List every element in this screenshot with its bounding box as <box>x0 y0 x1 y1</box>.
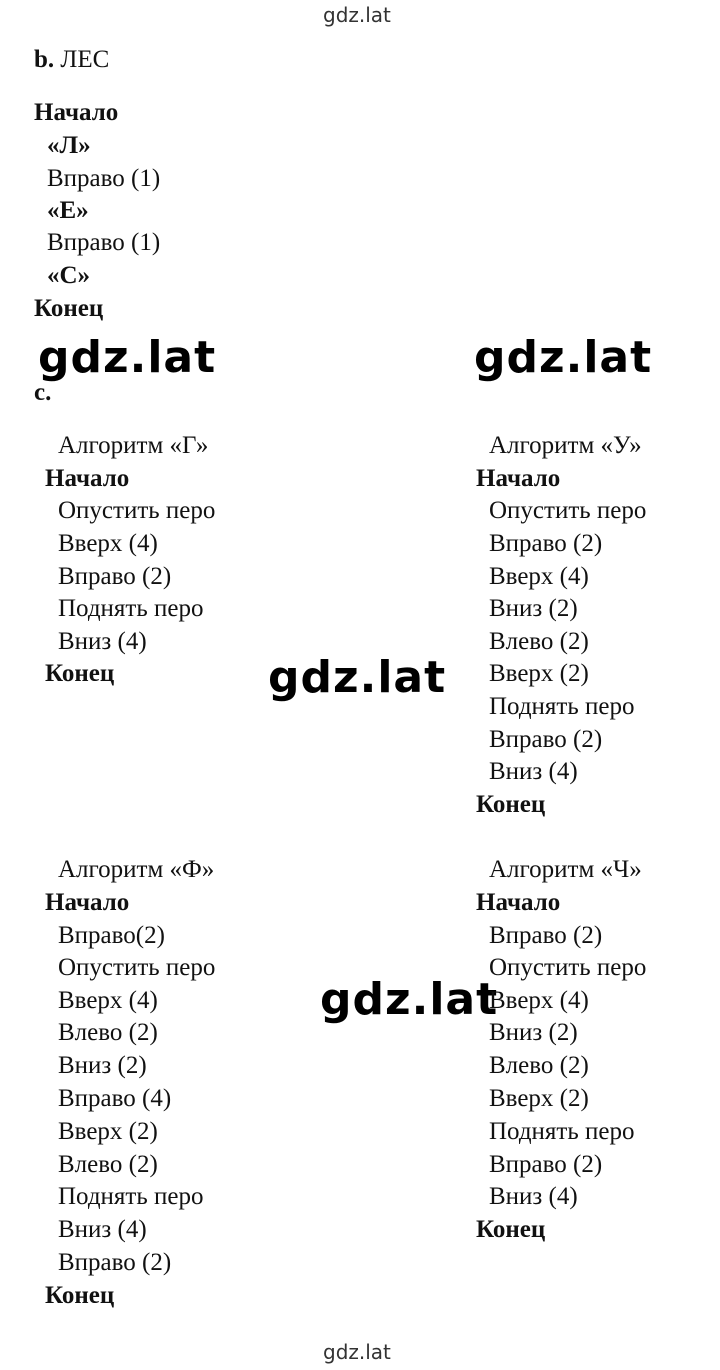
watermark-bottom: gdz.lat <box>323 1340 391 1364</box>
algorithm-step: Вправо (2) <box>58 1249 172 1276</box>
algorithm-step: Вниз (4) <box>58 1216 147 1243</box>
watermark-top: gdz.lat <box>323 3 391 27</box>
algorithm-step: Вниз (2) <box>489 595 578 622</box>
algorithm-step: Вверх (2) <box>489 660 589 687</box>
algorithm-step: Вправо (2) <box>489 530 603 557</box>
algorithm-step: Влево (2) <box>58 1151 158 1178</box>
algorithm-step: Вправо (2) <box>489 1151 603 1178</box>
algorithm-step: Влево (2) <box>489 1052 589 1079</box>
algorithm-title: Алгоритм «Ф» <box>58 856 215 883</box>
algorithm-end: Конец <box>476 1216 546 1243</box>
algorithm-step: Вправо (2) <box>489 922 603 949</box>
algorithm-step: Вниз (4) <box>58 628 147 655</box>
watermark-right: gdz.lat <box>474 332 653 383</box>
algorithm-begin: Начало <box>476 889 561 916</box>
algorithm-step: Поднять перо <box>489 1118 635 1145</box>
algorithm-step: Вправо(2) <box>58 922 165 949</box>
algorithm-title: Алгоритм «У» <box>489 432 642 459</box>
section-b-line: «С» <box>47 262 91 289</box>
algorithm-step: Вправо (4) <box>58 1085 172 1112</box>
algorithm-step: Поднять перо <box>58 1183 204 1210</box>
algorithm-step: Влево (2) <box>58 1019 158 1046</box>
algorithm-step: Опустить перо <box>58 954 216 981</box>
section-b-line: «Е» <box>47 197 89 224</box>
section-b-line: Вправо (1) <box>47 229 161 256</box>
watermark-middle: gdz.lat <box>268 652 447 703</box>
algorithm-step: Вправо (2) <box>58 563 172 590</box>
algorithm-step: Вверх (4) <box>489 563 589 590</box>
algorithm-step: Вниз (4) <box>489 1183 578 1210</box>
watermark-left: gdz.lat <box>38 332 217 383</box>
algorithm-end: Конец <box>45 1282 115 1309</box>
watermark-lower: gdz.lat <box>320 974 499 1025</box>
algorithm-step: Влево (2) <box>489 628 589 655</box>
algorithm-begin: Начало <box>476 465 561 492</box>
algorithm-step: Вправо (2) <box>489 726 603 753</box>
algorithm-step: Опустить перо <box>489 497 647 524</box>
algorithm-end: Конец <box>45 660 115 687</box>
algorithm-step: Вниз (2) <box>489 1019 578 1046</box>
section-b-line: «Л» <box>47 132 91 159</box>
section-b-heading <box>34 44 109 76</box>
algorithm-step: Вниз (2) <box>58 1052 147 1079</box>
section-b-line: Начало <box>34 99 119 126</box>
algorithm-step: Вверх (2) <box>58 1118 158 1145</box>
algorithm-begin: Начало <box>45 889 130 916</box>
section-c-label: c. <box>34 379 52 406</box>
algorithm-title: Алгоритм «Ч» <box>489 856 642 883</box>
section-b-line: Вправо (1) <box>47 165 161 192</box>
algorithm-step: Опустить перо <box>489 954 647 981</box>
algorithm-end: Конец <box>476 791 546 818</box>
section-b-line: Конец <box>34 295 104 322</box>
algorithm-step: Опустить перо <box>58 497 216 524</box>
section-b-word: ЛЕС <box>60 46 110 73</box>
algorithm-step: Вверх (2) <box>489 1085 589 1112</box>
algorithm-step: Вверх (4) <box>58 530 158 557</box>
algorithm-step: Поднять перо <box>489 693 635 720</box>
algorithm-step: Вверх (4) <box>58 987 158 1014</box>
algorithm-title: Алгоритм «Г» <box>58 432 209 459</box>
section-b-label: b. <box>34 46 55 73</box>
algorithm-begin: Начало <box>45 465 130 492</box>
algorithm-step: Вверх (4) <box>489 987 589 1014</box>
algorithm-step: Поднять перо <box>58 595 204 622</box>
algorithm-step: Вниз (4) <box>489 758 578 785</box>
